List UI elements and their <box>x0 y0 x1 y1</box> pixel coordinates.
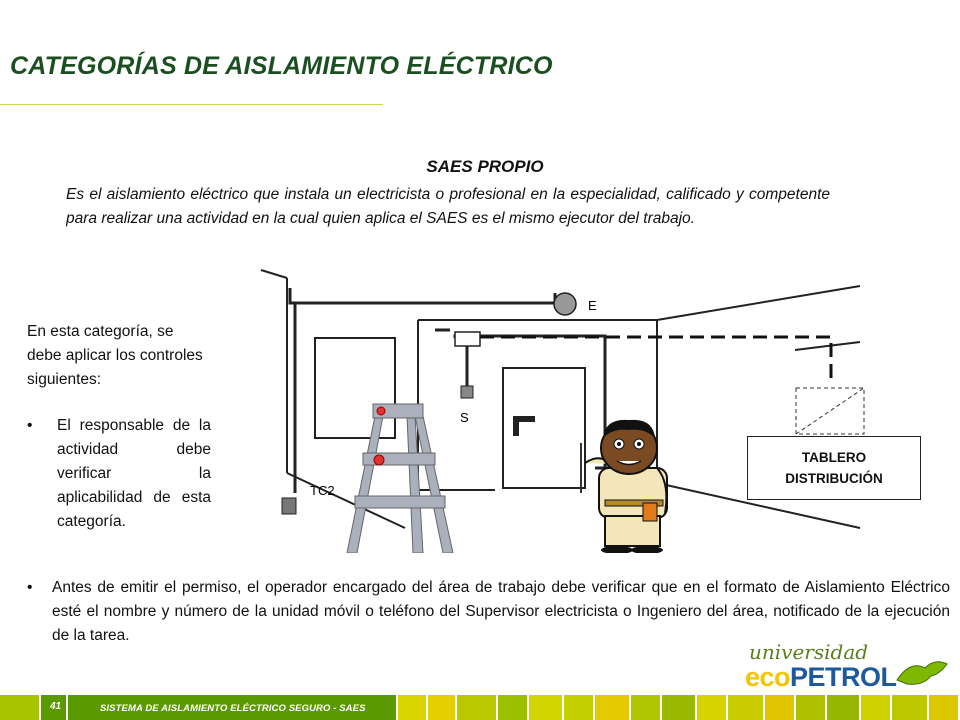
page-number: 41 <box>50 701 62 712</box>
footer-segment <box>861 695 890 720</box>
electrician-figure <box>581 420 667 553</box>
distribution-panel-label <box>747 436 921 500</box>
controls-lead: En esta categoría, se debe aplicar los controles siguientes: <box>27 323 203 388</box>
logo-line2 <box>745 662 897 693</box>
bullet-icon: • <box>27 579 33 596</box>
page-title: CATEGORÍAS DE AISLAMIENTO ELÉCTRICO <box>10 52 553 80</box>
list-item <box>27 576 950 648</box>
section-heading-text: SAES PROPIO <box>426 157 544 176</box>
logo-petrol: PETROL <box>790 662 897 692</box>
footer-segment <box>0 695 39 720</box>
section-heading <box>0 157 960 177</box>
room-illustration <box>255 268 935 553</box>
footer-segment <box>398 695 427 720</box>
intro-paragraph: Es el aislamiento eléctrico que instala un electricista o profesional en la especialidad, calificado y competente para realizar una actividad en la cual quien aplica el SAES es el mismo ejecutor del trabajo. <box>66 186 830 227</box>
panel-label-line1: TABLERO <box>801 450 867 465</box>
footer-segment <box>498 695 527 720</box>
title-divider <box>0 104 383 105</box>
footer-segment <box>892 695 927 720</box>
footer-segment <box>428 695 455 720</box>
footer-segment <box>631 695 660 720</box>
footer-segment <box>564 695 593 720</box>
footer-segment <box>697 695 726 720</box>
switch-label: S <box>460 410 469 425</box>
controls-block <box>27 320 211 534</box>
bullet-icon: • <box>27 417 33 434</box>
iguana-icon <box>895 650 950 690</box>
footer-segment <box>457 695 496 720</box>
outlet-label: TC2 <box>310 483 335 498</box>
list-item <box>27 414 211 534</box>
footer-segment <box>765 695 794 720</box>
footer-label: SISTEMA DE AISLAMIENTO ELÉCTRICO SEGURO - SAES <box>100 703 366 714</box>
logo-line1: universidad <box>749 640 869 664</box>
footer-segment <box>595 695 630 720</box>
list-item-text: Antes de emitir el permiso, el operador encargado del área de trabajo debe verificar que en el formato de Aislamiento Eléctrico esté el nombre y número de la unidad móvil o teléfono del Supervisor electricista o Ingeniero del área, notificado de la ejecución de la tarea. <box>52 579 950 644</box>
footer-segment <box>929 695 958 720</box>
logo-eco: eco <box>745 662 791 692</box>
lamp-label: E <box>588 298 597 313</box>
footer-segment <box>796 695 825 720</box>
footer-segment <box>827 695 860 720</box>
footer-segment <box>662 695 695 720</box>
footer-segment <box>529 695 562 720</box>
list-item-text: El responsable de la actividad debe verificar la aplicabilidad de esta categoría. <box>57 417 211 530</box>
ecopetrol-university-logo <box>745 640 950 692</box>
footer-segment <box>728 695 763 720</box>
panel-label-line2: DISTRIBUCIÓN <box>785 471 883 486</box>
